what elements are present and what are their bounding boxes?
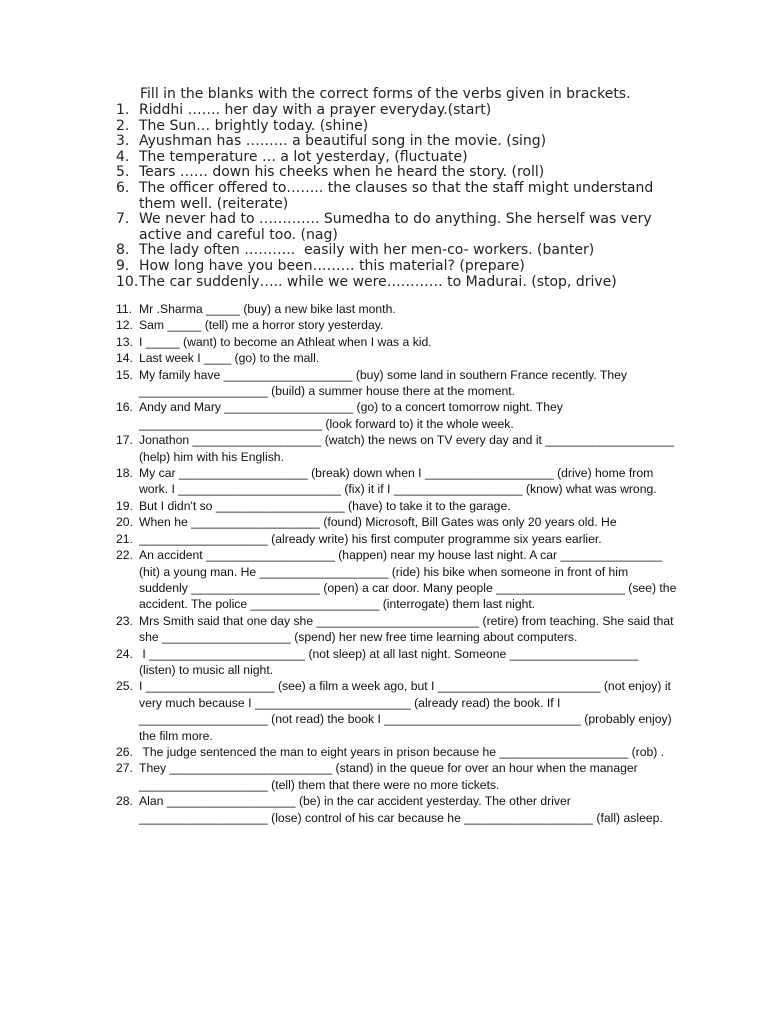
question-text: The lady often ……….. easily with her men-co- workers. (banter) (139, 242, 595, 259)
question-text: They ________________________ (stand) in the queue for over an hour when the manager ___________________ (tell) them that there were no more tickets. (139, 761, 642, 792)
question-text: Mr .Sharma _____ (buy) a new bike last month. (139, 302, 396, 316)
question-number: 25. (116, 679, 133, 694)
list-item (108, 514, 678, 530)
question-text: I ___________________ (see) a film a week ago, but I ________________________ (not enjoy) it very much because I _______________________ (already read) the book. If I ___________________ (not read) the book I _____________________________ (probably enjoy) the film more. (139, 679, 676, 743)
list-item (108, 498, 678, 514)
list-item (108, 150, 678, 166)
question-text: Sam _____ (tell) me a horror story yesterday. (139, 318, 384, 333)
question-number: 11. (116, 302, 133, 316)
list-item (108, 103, 678, 119)
list-item (108, 646, 678, 679)
question-text: The officer offered to…….. the clauses so that the staff might understand them well. (reiterate) (139, 179, 658, 212)
question-text: The judge sentenced the man to eight years in prison because he ___________________ (rob) . (139, 744, 665, 759)
list-item (108, 531, 678, 547)
verb-forms-list (108, 103, 678, 290)
question-text: Alan ___________________ (be) in the car accident yesterday. The other driver ___________________ (lose) control of his car because he ___________________ (fall) asleep. (139, 794, 663, 825)
question-number: 23. (116, 613, 133, 628)
list-item (108, 793, 678, 826)
question-text: My family have ___________________ (buy) some land in southern France recently. They ___________________ (build) a summer house there at the moment. (139, 367, 631, 399)
tense-exercise-list (108, 301, 681, 826)
list-item (108, 275, 678, 291)
list-item (108, 399, 678, 432)
list-item (108, 547, 678, 613)
question-number: 22. (116, 548, 133, 563)
list-item (108, 165, 678, 181)
question-text: Andy and Mary ___________________ (go) to a concert tomorrow night. They ___________________________ (look forward to) it the whole week. (139, 400, 567, 431)
list-item (108, 613, 678, 646)
list-item (108, 367, 678, 400)
question-number: 12. (116, 318, 133, 333)
question-text: The car suddenly….. while we were………… to Madurai. (stop, drive) (139, 273, 617, 290)
list-item (108, 334, 678, 350)
list-item (108, 432, 681, 465)
question-text: Last week I ____ (go) to the mall. (139, 351, 320, 366)
question-text: Ayushman has ……… a beautiful song in the movie. (sing) (139, 133, 547, 150)
question-number: 19. (116, 498, 133, 513)
list-item (108, 744, 678, 760)
question-number: 7. (116, 211, 130, 228)
question-text: Tears …… down his cheeks when he heard the story. (roll) (139, 164, 545, 181)
question-text: But I didn't so ___________________ (have) to take it to the garage. (139, 498, 511, 513)
question-number: 18. (116, 466, 133, 481)
question-number: 2. (116, 117, 130, 134)
list-item (108, 212, 678, 243)
question-number: 5. (116, 164, 130, 181)
list-item (108, 243, 678, 259)
question-text: I _____ (want) to become an Athleat when I was a kid. (139, 334, 432, 349)
list-item (108, 301, 678, 317)
question-number: 10. (116, 273, 139, 290)
question-text: I _______________________ (not sleep) at all last night. Someone ___________________ (listen) to music all night. (139, 646, 642, 677)
question-number: 26. (116, 744, 133, 759)
question-text: When he ___________________ (found) Microsoft, Bill Gates was only 20 years old. He (139, 515, 617, 530)
question-number: 4. (116, 148, 130, 165)
question-number: 17. (116, 433, 133, 448)
question-number: 20. (116, 515, 133, 530)
question-text: The Sun… brightly today. (shine) (139, 117, 369, 134)
question-number: 6. (116, 179, 130, 196)
question-text: We never had to …………. Sumedha to do anything. She herself was very active and careful too. (nag) (139, 211, 657, 243)
question-text: Mrs Smith said that one day she ________________________ (retire) from teaching. She said that she ___________________ (spend) her new free time learning about computers. (139, 613, 677, 645)
list-item (108, 181, 678, 212)
instructions-heading: Fill in the blanks with the correct forms of the verbs given in brackets. (140, 86, 631, 102)
question-number: 21. (116, 531, 133, 546)
question-text: The temperature … a lot yesterday, (fluctuate) (139, 148, 468, 165)
list-item (108, 350, 678, 366)
question-number: 28. (116, 794, 133, 809)
question-text: My car ___________________ (break) down when I ___________________ (drive) home from work. I ________________________ (fix) it if I ___________________ (know) what was wrong. (139, 466, 657, 497)
question-text: Riddhi ……. her day with a prayer everyday.(start) (139, 102, 492, 118)
question-number: 13. (116, 334, 133, 349)
list-item (108, 760, 678, 793)
list-item (108, 259, 678, 275)
list-item (108, 119, 678, 135)
list-item (108, 465, 678, 498)
question-number: 15. (116, 367, 133, 382)
question-text: ___________________ (already write) his first computer programme six years earlier. (139, 531, 602, 546)
question-number: 24. (116, 646, 133, 661)
question-number: 14. (116, 351, 133, 366)
question-number: 1. (116, 102, 130, 118)
list-item (108, 317, 678, 333)
question-number: 16. (116, 400, 133, 415)
question-number: 3. (116, 133, 130, 150)
list-item (108, 678, 678, 744)
question-text: How long have you been……… this material? (prepare) (139, 257, 525, 274)
list-item (108, 134, 678, 150)
question-number: 8. (116, 242, 130, 259)
question-number: 27. (116, 761, 133, 776)
question-text: Jonathon ___________________ (watch) the news on TV every day and it ___________________ (help) him with his English. (139, 433, 681, 464)
question-text: An accident ___________________ (happen) near my house last night. A car _______________ (hit) a young man. He ___________________ (ride) his bike when someone in front of him suddenly ___________________ (open) a car door. Many people ___________________ (see) the accident. The police ___________________ (interrogate) them last night. (139, 548, 680, 612)
question-number: 9. (116, 257, 130, 274)
